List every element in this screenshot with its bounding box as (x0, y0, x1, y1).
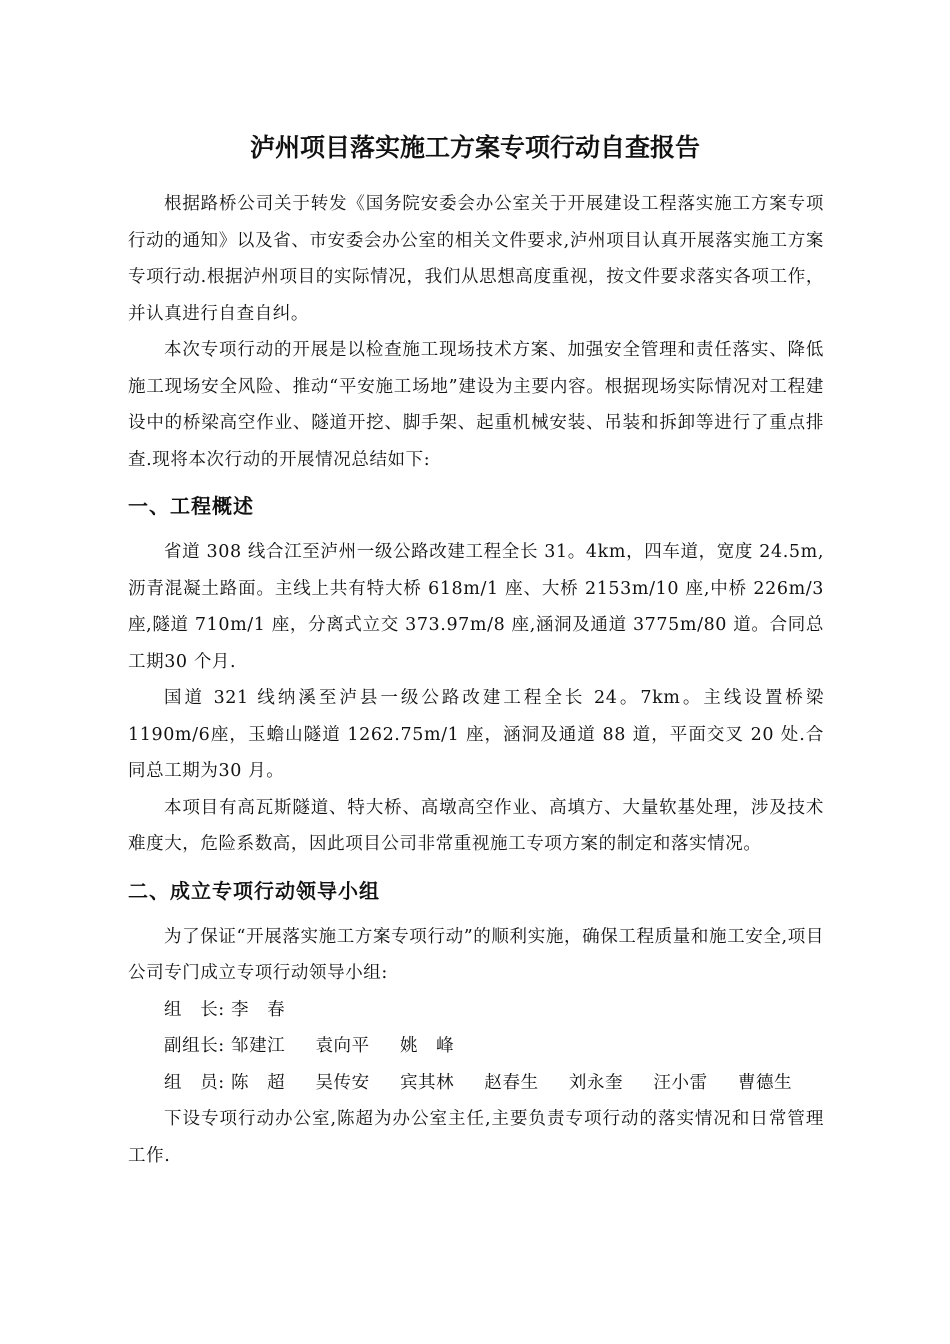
section-1-paragraph-3: 本项目有高瓦斯隧道、特大桥、高墩高空作业、高填方、大量软基处理，涉及技术难度大，危险系数高，因此项目公司非常重视施工专项方案的制定和落实情况。 (128, 797, 824, 854)
member-name: 赵春生 (484, 1072, 539, 1093)
member-name: 陈 超 (230, 1072, 286, 1093)
section-1-paragraph-2: 国道 321 线纳溪至泸县一级公路改建工程全长 24。7km。主线设置桥梁 1190m/6座，玉蟾山隧道 1262.75m/1 座，涵洞及通道 88 道，平面交叉 20 处.合同总工期为30 月。 (128, 688, 824, 781)
intro-paragraph-1: 根据路桥公司关于转发《国务院安委会办公室关于开展建设工程落实施工方案专项行动的通知》以及省、市安委会办公室的相关文件要求,泸州项目认真开展落实施工方案专项行动.根据泸州项目的实际情况，我们从思想高度重视，按文件要求落实各项工作，并认真进行自查自纠。 (128, 194, 824, 324)
leader-role-label: 组 长: (164, 999, 225, 1020)
leader-line (128, 992, 824, 1029)
section-2-heading: 二、成立专项行动领导小组 (128, 878, 380, 903)
deputy-name: 袁向平 (315, 1036, 370, 1056)
deputy-line (128, 1028, 824, 1065)
member-name: 汪小雷 (653, 1072, 708, 1093)
deputy-role-label: 副组长: (164, 1036, 225, 1056)
intro-paragraph-2: 本次专项行动的开展是以检查施工现场技术方案、加强安全管理和责任落实、降低施工现场安全风险、推动“平安施工场地”建设为主要内容。根据现场实际情况对工程建设中的桥梁高空作业、隧道开挖、脚手架、起重机械安装、吊装和拆卸等进行了重点排查.现将本次行动的开展情况总结如下: (128, 340, 824, 470)
document-body (128, 186, 824, 1174)
member-role-label: 组 员: (164, 1072, 225, 1093)
office-note-paragraph: 下设专项行动办公室,陈超为办公室主任,主要负责专项行动的落实情况和日常管理工作. (128, 1109, 824, 1166)
deputy-name: 邹建江 (230, 1036, 286, 1056)
section-1-paragraph-1: 省道 308 线合江至泸州一级公路改建工程全长 31。4km，四车道，宽度 24.5m,沥青混凝土路面。主线上共有特大桥 618m/1 座、大桥 2153m/10 座,中桥 226m/3 座,隧道 710m/1 座，分离式立交 373.97m/8 座,涵洞及通道 3775m/80 道。合同总工期30 个月. (128, 542, 824, 672)
section-2-intro: 为了保证“开展落实施工方案专项行动”的顺利实施，确保工程质量和施工安全,项目公司专门成立专项行动领导小组: (128, 926, 824, 983)
member-name: 吴传安 (315, 1072, 370, 1093)
member-line (128, 1065, 824, 1102)
member-name: 宾其林 (399, 1072, 455, 1093)
member-name: 刘永奎 (568, 1072, 624, 1093)
deputy-name: 姚 峰 (399, 1036, 455, 1056)
document-title: 泸州项目落实施工方案专项行动自查报告 (249, 133, 700, 162)
leader-name: 李 春 (230, 999, 286, 1020)
member-name: 曹德生 (737, 1072, 793, 1093)
section-1-heading: 一、工程概述 (128, 494, 254, 518)
